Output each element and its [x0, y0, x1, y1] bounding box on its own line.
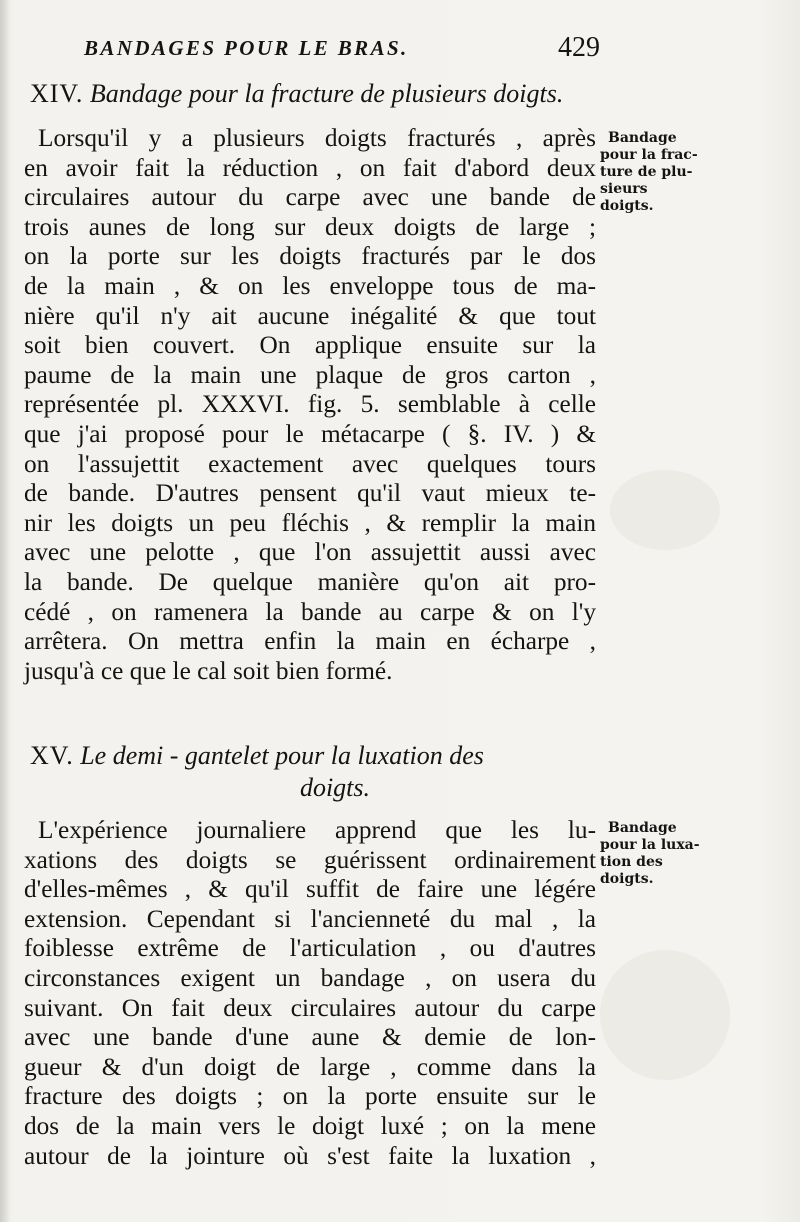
text-line: on la porte sur les doigts fracturés par le dos: [24, 242, 596, 271]
text-line: nière qu'il n'y ait aucune inégalité & que tout: [24, 301, 596, 330]
section-title-continued: doigts.: [299, 773, 371, 802]
margin-note-line: pour la frac-: [600, 147, 698, 163]
section-number: XIV.: [30, 79, 84, 108]
text-line: paume de la main une plaque de gros carton ,: [24, 360, 596, 389]
running-head: [84, 32, 600, 68]
text-line: représentée pl. XXXVI. fig. 5. semblable à celle: [24, 390, 596, 419]
margin-note-line: Bandage: [608, 130, 677, 146]
margin-note-line: doigts.: [600, 871, 654, 887]
margin-note-line: Bandage: [608, 820, 677, 836]
text-line: en avoir fait la réduction , on fait d'abord deux: [24, 153, 596, 182]
margin-note-line: sieurs doigts.: [600, 181, 654, 214]
text-line: xations des doigts se guérissent ordinairement: [24, 845, 596, 874]
running-title: BANDAGES POUR LE BRAS.: [84, 36, 409, 60]
text-line: suivant. On fait deux circulaires autour du carpe: [24, 993, 596, 1022]
page-number: 429: [558, 32, 600, 63]
paragraph: [24, 816, 596, 1171]
margin-note-line: tion des: [600, 854, 663, 870]
paragraph: [24, 124, 596, 686]
page-spine-shadow: [0, 0, 10, 1222]
text-line: circulaires autour du carpe avec une bande de: [24, 183, 596, 212]
text-line: trois aunes de long sur deux doigts de large ;: [24, 212, 596, 241]
text-line: que j'ai proposé pour le métacarpe ( §. IV. ) &: [24, 419, 596, 448]
margin-note-line: ture de plu-: [600, 164, 693, 180]
text-line: avec une bande d'une aune & demie de lon-: [24, 1023, 596, 1052]
text-line: on l'assujettit exactement avec quelques tours: [24, 449, 596, 478]
text-line: dos de la main vers le doigt luxé ; on la mene: [24, 1111, 596, 1140]
section-title: Le demi - gantelet pour la luxation des: [80, 741, 484, 770]
text-line: circonstances exigent un bandage , on usera du: [24, 963, 596, 992]
margin-note-line: pour la luxa-: [600, 837, 700, 853]
text-line: jusqu'à ce que le cal soit bien formé.: [24, 656, 393, 685]
text-line: arrêtera. On mettra enfin la main en écharpe ,: [24, 627, 596, 656]
section-heading: [30, 740, 600, 804]
text-line: autour de la jointure où s'est faite la luxation ,: [24, 1141, 596, 1170]
text-line: avec une pelotte , que l'on assujettit aussi avec: [24, 538, 596, 567]
margin-note: [600, 130, 700, 215]
bleed-through-mark: [600, 950, 730, 1080]
text-line: gueur & d'un doigt de large , comme dans la: [24, 1052, 596, 1081]
section-number: XV.: [30, 741, 74, 770]
section-heading: [30, 78, 600, 110]
text-line: la bande. De quelque manière qu'on ait pro-: [24, 567, 596, 596]
text-line: d'elles-mêmes , & qu'il suffit de faire une légére: [24, 875, 596, 904]
text-line: soit bien couvert. On applique ensuite sur la: [24, 331, 596, 360]
text-line: foiblesse extrême de l'articulation , ou d'autres: [24, 934, 596, 963]
text-line: fracture des doigts ; on la porte ensuite sur le: [24, 1082, 596, 1111]
text-line: de la main , & on les enveloppe tous de ma-: [24, 271, 596, 300]
text-line: extension. Cependant si l'ancienneté du mal , la: [24, 904, 596, 933]
text-line: cédé , on ramenera la bande au carpe & on l'y: [24, 597, 596, 626]
bleed-through-mark: [610, 470, 720, 550]
section-title: Bandage pour la fracture de plusieurs doigts.: [89, 79, 564, 108]
text-line: nir les doigts un peu fléchis , & remplir la main: [24, 508, 596, 537]
text-line: L'expérience journaliere apprend que les lu-: [38, 816, 596, 844]
text-line: de bande. D'autres pensent qu'il vaut mieux te-: [24, 479, 596, 508]
text-line: Lorsqu'il y a plusieurs doigts fracturés , après: [38, 124, 596, 152]
margin-note: [600, 820, 700, 888]
